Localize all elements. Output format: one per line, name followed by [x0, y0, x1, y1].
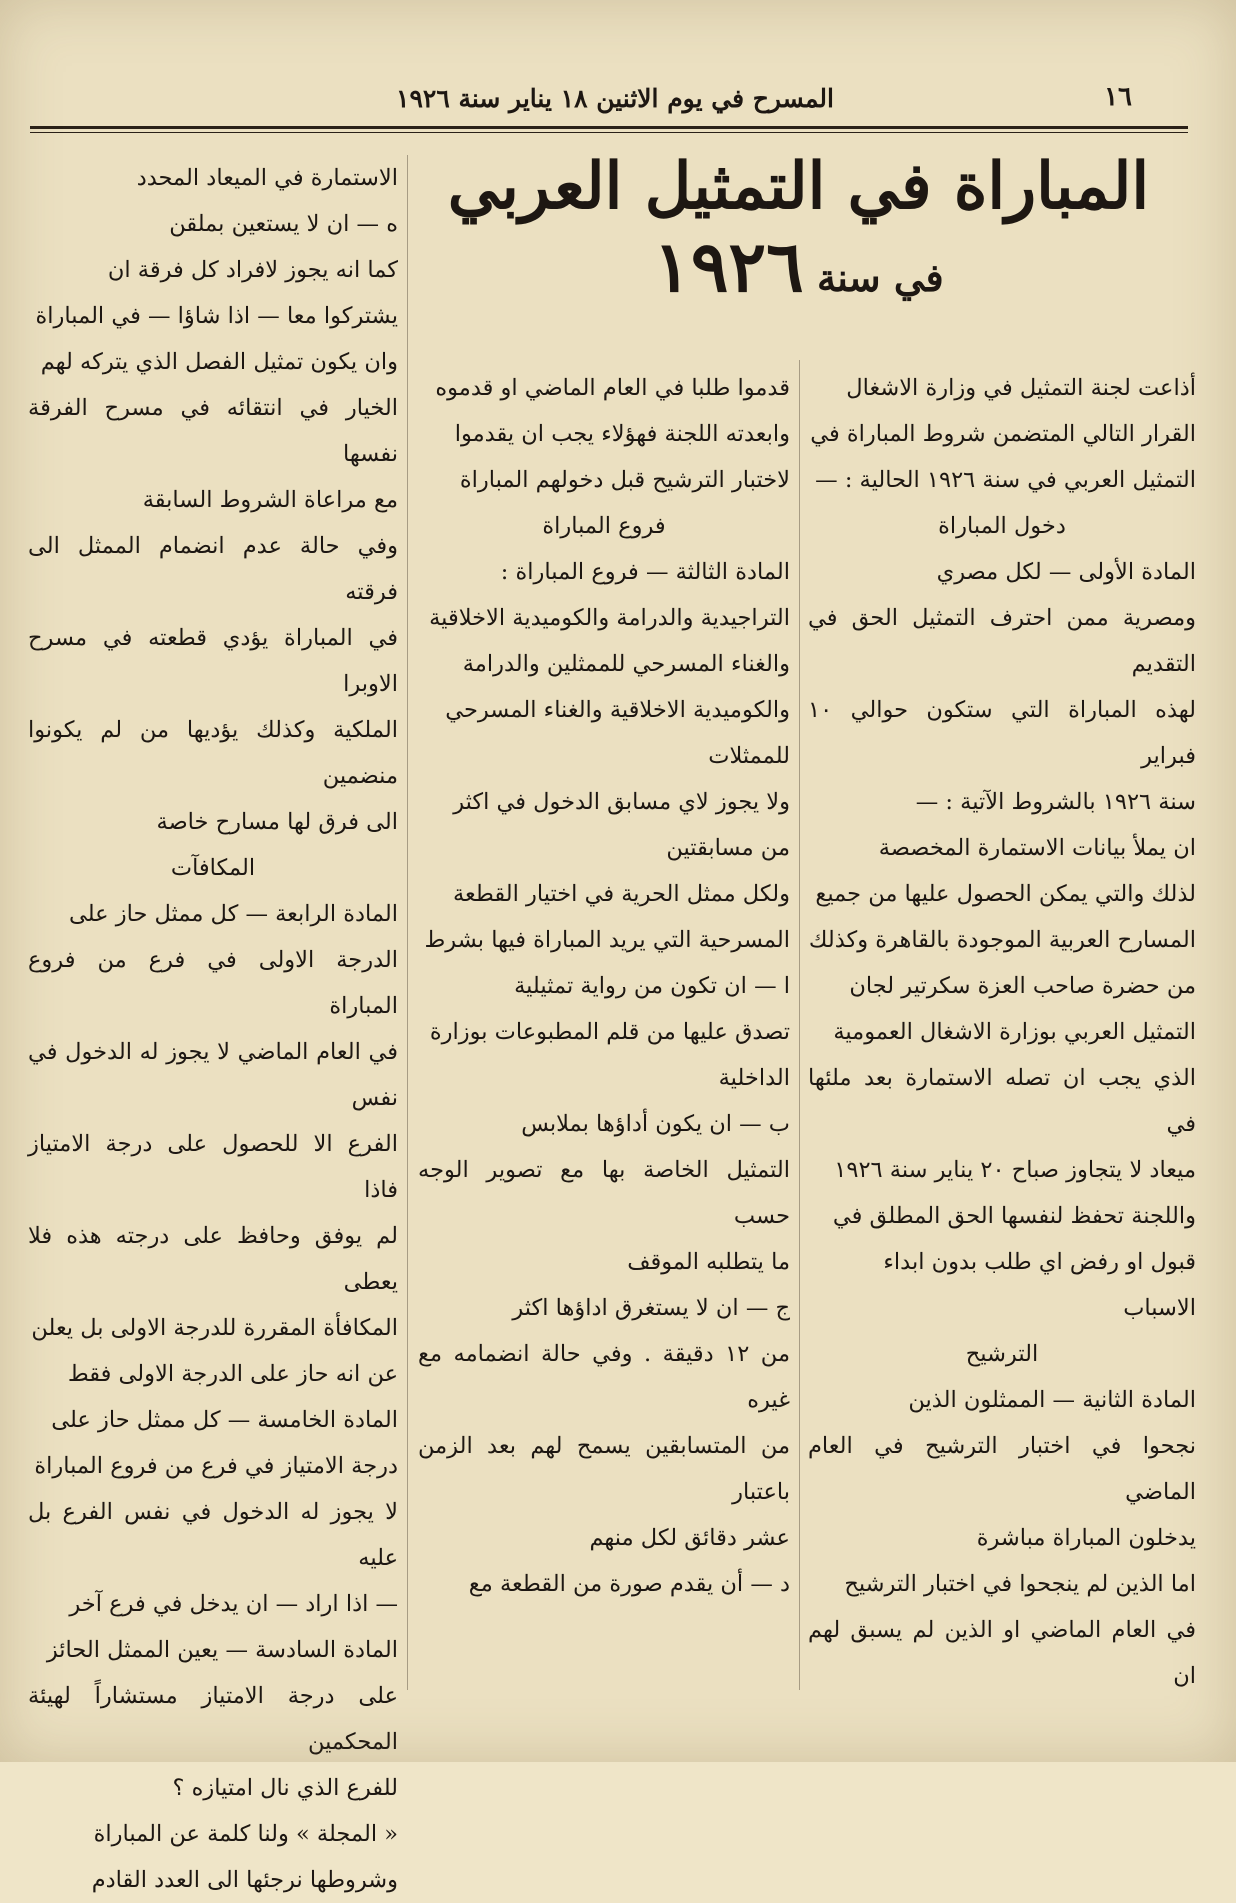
- text-line: ومصرية ممن احترف التمثيل الحق في التقديم: [808, 605, 1196, 677]
- article-column-right: [808, 365, 1196, 1699]
- article-headline: [401, 149, 1196, 308]
- column-divider: [799, 360, 800, 1690]
- text-line: الى فرق لها مسارح خاصة: [156, 809, 398, 835]
- text-line: على درجة الامتياز مستشاراً لهيئة المحكمين: [28, 1683, 398, 1755]
- section-heading: دخول المباراة: [938, 513, 1066, 539]
- text-line: والغناء المسرحي للممثلين والدرامة: [462, 651, 790, 677]
- text-line: القرار التالي المتضمن شروط المباراة في: [810, 421, 1196, 447]
- text-line: وان يكون تمثيل الفصل الذي يتركه لهم: [40, 349, 398, 375]
- headline-sub-prefix: في سنة: [816, 254, 944, 300]
- section-heading: الترشيح: [965, 1341, 1039, 1367]
- text-line: المادة الثانية — الممثلون الذين: [908, 1387, 1196, 1413]
- text-line: ج — ان لا يستغرق اداؤها اكثر: [512, 1295, 790, 1321]
- text-line: في العام الماضي لا يجوز له الدخول في نفس: [28, 1039, 398, 1111]
- text-line: لا يجوز له الدخول في نفس الفرع بل عليه: [28, 1499, 398, 1571]
- text-line: ولكل ممثل الحرية في اختيار القطعة: [452, 881, 790, 907]
- page-number: ١٦: [1104, 82, 1132, 112]
- text-line: من مسابقتين: [666, 835, 790, 861]
- header-rule: [30, 126, 1188, 129]
- text-line: ان يملأ بيانات الاستمارة المخصصة: [878, 835, 1196, 861]
- text-line: يشتركوا معا — اذا شاؤا — في المباراة: [35, 303, 398, 329]
- text-line: عن انه حاز على الدرجة الاولى فقط: [67, 1361, 398, 1387]
- text-line: المادة الخامسة — كل ممثل حاز على: [51, 1407, 398, 1433]
- text-line: في العام الماضي او الذين لم يسبق لهم ان: [808, 1617, 1196, 1689]
- text-line: وابعدته اللجنة فهؤلاء يجب ان يقدموا: [454, 421, 790, 447]
- text-line: عشر دقائق لكل منهم: [589, 1525, 790, 1551]
- text-line: « المجلة » ولنا كلمة عن المباراة: [93, 1821, 398, 1847]
- text-line: الاسباب: [1123, 1295, 1196, 1321]
- text-line: من ١٢ دقيقة . وفي حالة انضمامه مع غيره: [418, 1341, 790, 1413]
- text-line: ما يتطلبه الموقف: [627, 1249, 790, 1275]
- text-line: درجة الامتياز في فرع من فروع المباراة: [34, 1453, 398, 1479]
- text-line: التراجيدية والدرامة والكوميدية الاخلاقية: [429, 605, 790, 631]
- text-line: أذاعت لجنة التمثيل في وزارة الاشغال: [846, 375, 1196, 401]
- text-line: الخيار في انتقائه في مسرح الفرقة نفسها: [28, 395, 398, 467]
- article-column-left: [28, 155, 398, 1903]
- text-line: الدرجة الاولى في فرع من فروع المباراة: [28, 947, 398, 1019]
- text-line: المسارح العربية الموجودة بالقاهرة وكذلك: [808, 927, 1196, 953]
- section-heading: فروع المباراة: [542, 513, 666, 539]
- text-line: المسرحية التي يريد المباراة فيها بشرط: [424, 927, 790, 953]
- text-line: ميعاد لا يتجاوز صباح ٢٠ يناير سنة ١٩٢٦: [834, 1157, 1196, 1183]
- text-line: التمثيل العربي بوزارة الاشغال العمومية: [833, 1019, 1196, 1045]
- text-line: للفرع الذي نال امتيازه ؟: [172, 1775, 398, 1801]
- text-line: كما انه يجوز لافراد كل فرقة ان: [107, 257, 398, 283]
- text-line: من المتسابقين يسمح لهم بعد الزمن باعتبار: [418, 1433, 790, 1505]
- text-line: للممثلات: [708, 743, 790, 769]
- text-line: المادة الثالثة — فروع المباراة :: [500, 559, 790, 585]
- column-divider: [407, 155, 408, 1690]
- text-line: الداخلية: [718, 1065, 790, 1091]
- text-line: واللجنة تحفظ لنفسها الحق المطلق في: [832, 1203, 1196, 1229]
- text-line: التمثيل الخاصة بها مع تصوير الوجه حسب: [418, 1157, 790, 1229]
- section-heading: المكافآت: [170, 855, 256, 881]
- text-line: — اذا اراد — ان يدخل في فرع آخر: [69, 1591, 398, 1617]
- text-line: د — أن يقدم صورة من القطعة مع: [468, 1571, 790, 1597]
- text-line: الذي يجب ان تصله الاستمارة بعد ملئها في: [808, 1065, 1196, 1137]
- text-line: وشروطها نرجئها الى العدد القادم: [91, 1867, 398, 1893]
- text-line: لهذه المباراة التي ستكون حوالي ١٠ فبراير: [808, 697, 1196, 769]
- text-line: ب — ان يكون أداؤها بملابس: [521, 1111, 790, 1137]
- text-line: المادة الرابعة — كل ممثل حاز على: [68, 901, 398, 927]
- text-line: الفرع الا للحصول على درجة الامتياز فاذا: [28, 1131, 398, 1203]
- text-line: لم يوفق وحافظ على درجته هذه فلا يعطى: [28, 1223, 398, 1295]
- text-line: من حضرة صاحب العزة سكرتير لجان: [849, 973, 1196, 999]
- running-header: [30, 78, 1200, 118]
- headline-subtitle: [401, 224, 1196, 308]
- headline-title: المباراة في التمثيل العربي: [447, 149, 1150, 224]
- text-line: في المباراة يؤدي قطعته في مسرح الاوبرا: [28, 625, 398, 697]
- running-title: المسرح في يوم الاثنين ١٨ يناير سنة ١٩٢٦: [396, 83, 834, 113]
- text-line: والكوميدية الاخلاقية والغناء المسرحي: [445, 697, 790, 723]
- text-line: اما الذين لم ينجحوا في اختبار الترشيح: [844, 1571, 1196, 1597]
- text-line: نجحوا في اختبار الترشيح في العام الماضي: [808, 1433, 1196, 1505]
- text-line: يدخلون المباراة مباشرة: [976, 1525, 1196, 1551]
- article-column-middle: [418, 365, 790, 1607]
- header-rule-thin: [30, 132, 1188, 133]
- text-line: وفي حالة عدم انضمام الممثل الى فرقته: [28, 533, 398, 605]
- text-line: مع مراعاة الشروط السابقة: [142, 487, 398, 513]
- text-line: التمثيل العربي في سنة ١٩٢٦ الحالية : —: [815, 467, 1196, 493]
- headline-year: ١٩٢٦: [653, 224, 804, 308]
- text-line: قبول او رفض اي طلب بدون ابداء: [883, 1249, 1196, 1275]
- text-line: تصدق عليها من قلم المطبوعات بوزارة: [429, 1019, 790, 1045]
- text-line: المكافأة المقررة للدرجة الاولى بل يعلن: [31, 1315, 398, 1341]
- text-line: الاستمارة في الميعاد المحدد: [136, 165, 398, 191]
- text-line: لاختبار الترشيح قبل دخولهم المباراة: [459, 467, 790, 493]
- text-line: لذلك والتي يمكن الحصول عليها من جميع: [815, 881, 1196, 907]
- text-line: سنة ١٩٢٦ بالشروط الآتية : —: [915, 789, 1196, 815]
- text-line: ولا يجوز لاي مسابق الدخول في اكثر: [453, 789, 790, 815]
- text-line: الملكية وكذلك يؤديها من لم يكونوا منضمين: [28, 717, 398, 789]
- text-line: ه — ان لا يستعين بملقن: [169, 211, 398, 237]
- text-line: قدموا طلبا في العام الماضي او قدموه: [435, 375, 790, 401]
- text-line: ا — ان تكون من رواية تمثيلية: [514, 973, 790, 999]
- text-line: المادة السادسة — يعين الممثل الحائز: [46, 1637, 398, 1663]
- text-line: المادة الأولى — لكل مصري: [936, 559, 1196, 585]
